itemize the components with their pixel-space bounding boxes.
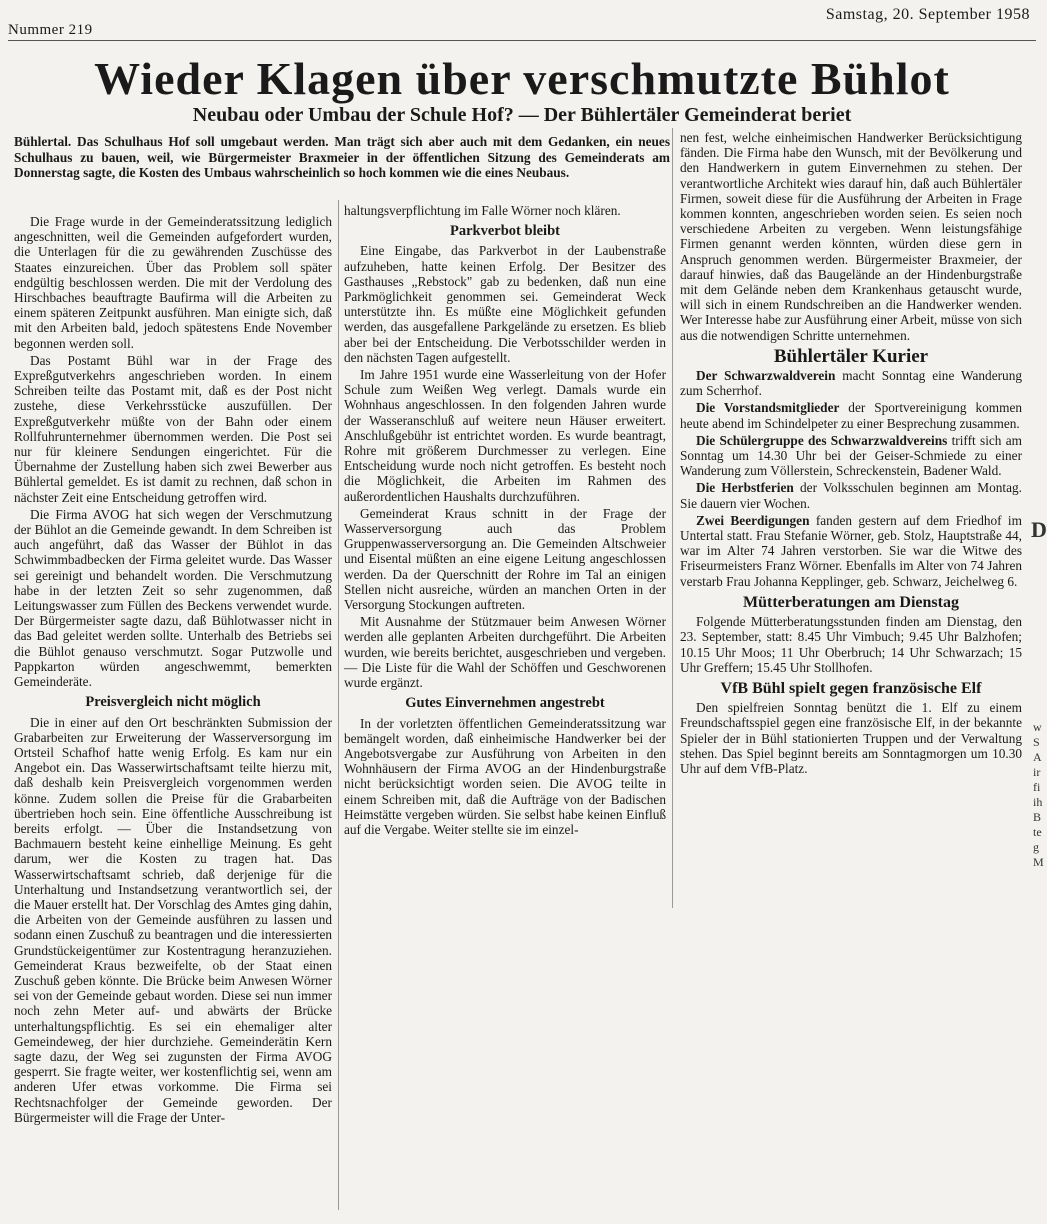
paragraph: Mit Ausnahme der Stützmauer beim Anwesen Wörner werden alle geplanten Arbeiten durchgeführt. Die Arbeiten wurden, wie bereits berichtet, ausgeschrieben und vergeben. — Die Liste für die Wahl der Schöffen und Geschworenen wurde ergänzt.	[344, 614, 666, 691]
kurier-item-lead: Der Schwarzwaldverein	[696, 368, 836, 384]
masthead-rule	[8, 40, 1036, 41]
kurier-item	[680, 368, 1022, 398]
paragraph: Folgende Mütterberatungsstunden finden am Dienstag, den 23. September, statt: 8.45 Uhr Vimbuch; 9.45 Uhr Balzhofen; 10.15 Uhr Moos; 11 Uhr Oberbruch; 14 Uhr Schwarzach; 15 Uhr Greffern; 15.45 Uhr Stollhofen.	[680, 614, 1022, 675]
kurier-item	[680, 513, 1022, 589]
paragraph: Die in einer auf den Ort beschränkten Submission der Grabarbeiten zur Erweiterung der Wasserversorgung im Ortsteil Schafhof hatte wenig Erfolg. Es kam nur ein Angebot ein. Das Wasserwirtschaftsamt teilte hierzu mit, daß deshalb kein Preisvergleich vorgenommen werden könne. Zudem sollen die Preise für die Grabarbeiten übertrieben hoch sein. Eine öffentliche Ausschreibung ist bereits erfolgt. — Über die Instandsetzung von Bachmauern besteht keine einhellige Meinung. Es geht darum, wer die Kosten zu tragen hat. Das Wasserwirtschaftsamt schrieb, daß derjenige für die Unterhaltung und Instandsetzung verantwortlich sei, der die Mauer erstellt hat. Der Vorschlag des Amtes ging dahin, die Arbeiten von der Gemeinde ausführen zu lassen und sodann einen Zuschuß zu beantragen und die interessierten Grundstückeigentümer zur Kostentragung heranzuziehen. Gemeinderat Kraus bezweifelte, ob der Staat einen Zuschuß geben könnte. Die Brücke beim Anwesen Wörner sei von der Gemeinde gebaut worden. Diese sei nun immer noch zehn Meter auf- und abwärts der Brücke unterhaltungspflichtig. Es sei ein ehemaliger alter Gemeindeweg, der hier durchziehe. Gemeinderätin Kern sagte dazu, der Weg sei zugunsten der Firma AVOG gesperrt. Sie fragte weiter, wer kostenflichtig sei, wenn am anderen Ufer etwas vorkomme. Die Firma sei Rechtsnachfolger der Gemeinde geworden. Der Bürgermeister will die Frage der Unter-	[14, 714, 332, 1125]
article-column-1	[14, 214, 332, 1127]
paragraph: nen fest, welche einheimischen Handwerker Berücksichtigung fänden. Die Firma habe den Wunsch, mit der Bevölkerung und den Handwerkern in gutem Einvernehmen zu stehen. Der verantwortliche Architekt wies darauf hin, daß auch Bühlertäler Firmen, soweit diese für die Ausführung der Arbeiten in Frage kommen konnten, angeschrieben worden seien. Es seien noch verschiedene Arbeiten zu vergeben. Wenn leistungsfähige Firmen genannt werden könnten, würden diese gern in Anspruch genommen werden. Bürgermeister Braxmeier, der darauf hinwies, daß das Baugelände an der Hindenburgstraße mit dem Gelände neben dem Krankenhaus getauscht wurde, will sich in einem Rundschreiben an die Handwerker wenden. Wer Interesse habe zur Ausführung einer Arbeit, müsse von sich aus die notwendigen Schritte unternehmen.	[680, 130, 1022, 343]
article-column-2	[344, 203, 666, 839]
column-divider	[672, 128, 673, 908]
paragraph: In der vorletzten öffentlichen Gemeinderatssitzung war bemängelt worden, daß einheimische Handwerker bei der Angebotsvergabe zur Ausführung von Arbeiten in den Wohnhäusern der Firma AVOG an der Hindenburgstraße nicht berücksichtigt worden seien. Die AVOG teilte in einem Schreiben mit, daß die Aufträge von der Badischen Heimstätte vergeben würden. Sie selbst habe keinen Einfluß auf die Vergabe. Weiter stellte sie im einzel-	[344, 715, 666, 837]
kurier-heading: Bühlertäler Kurier	[773, 345, 929, 367]
paragraph: Die Frage wurde in der Gemeinderatssitzung lediglich angeschnitten, weil die Gemeinden aufgefordert wurden, die Unterlagen für die zu gewährenden Zuschüsse des Staates einzureichen. Über das Problem soll später endgültig beschlossen werden. Die mit der Verdolung des Hirschbaches beauftragte Baufirma will die Arbeiten zu einem späteren Zeitpunkt ausführen. Man einigte sich, daß mit den Arbeiten bald, jedoch spätestens Ende November begonnen werden soll.	[14, 214, 332, 351]
subheadline: Neubau oder Umbau der Schule Hof? — Der Bühlertäler Gemeinderat beriet	[192, 104, 852, 126]
issue-date: Samstag, 20. September 1958	[825, 6, 1030, 23]
issue-number: Nummer 219	[8, 22, 93, 38]
column-divider	[338, 200, 339, 1210]
section-heading: Gutes Einvernehmen angestrebt	[405, 695, 605, 712]
paragraph: Im Jahre 1951 wurde eine Wasserleitung von der Hofer Schule zum Weißen Weg verlegt. Damals wurde ein Wohnhaus angeschlossen. In den folgenden Jahren wurde der Wasseranschluß auf weitere neun Häuser erweitert. Anschlußgebühr ist entrichtet worden. Es wurde beantragt, Rohre mit größerem Durchmesser zu verlegen. Eine Entscheidung wurde noch nicht getroffen. Es besteht noch die Möglichkeit, die Arbeiten im Rahmen des außerordentlichen Haushalts durchzuführen.	[344, 367, 666, 504]
section-heading: Preisvergleich nicht möglich	[85, 694, 261, 711]
kurier-item-text: der Sportvereinigung kommen heute abend im Schindelpeter zu einer Besprechung zusammen.	[680, 400, 1022, 431]
article-column-3	[680, 130, 1022, 778]
paragraph: Den spielfreien Sonntag benützt die 1. Elf zu einem Freundschaftsspiel gegen eine französische Elf, in der bekannte Spieler der in Bühl stationierten Truppen und der Verwaltung stehen. Das Spiel beginnt bereits am Sonntagmorgen um 10.30 Uhr auf dem VfB-Platz.	[680, 700, 1022, 776]
kurier-item-text: macht Sonntag eine Wanderung zum Scherrhof.	[680, 368, 1022, 399]
paragraph: Die Firma AVOG hat sich wegen der Verschmutzung der Bühlot an die Gemeinde gewandt. In dem Schreiben ist auch angeführt, daß das Wasser der Bühlot in das Schwimmbadbecken der Firma geleitet wurde. Das Wasser sei gereinigt und behandelt worden. Die Verschmutzung habe in der letzten Zeit so sehr zugenommen, daß Leitungswasser zum Füllen des Beckens verwendet wurde. Der Bürgermeister sagte dazu, daß Bühlotwasser nicht in das Bad geleitet werden sollte. Unterhalb des Betriebs sei die Bühlot genauso verschmutzt. Sogar Putzwolle und Pappkarton würden angeschwemmt, bemerkten Gemeinderäte.	[14, 506, 332, 690]
paragraph: haltungsverpflichtung im Falle Wörner noch klären.	[344, 203, 621, 218]
kurier-item	[680, 480, 1022, 510]
kurier-item	[680, 400, 1022, 430]
paragraph: Eine Eingabe, das Parkverbot in der Laubenstraße aufzuheben, hatte keinen Erfolg. Der Besitzer des Gasthauses „Rebstock" gab zu bedenken, daß nun eine Parkmöglichkeit genommen sei. Gemeinderat Weck unterstützte ihn. Es müßte eine Möglichkeit gefunden werden, das ausgefallene Parkgelände zu ersetzen. Es blieb aber bei der Entscheidung. Die Verbotsschilder werden in den nächsten Tagen aufgestellt.	[344, 243, 666, 365]
kurier-item-text: trifft sich am Sonntag um 14.30 Uhr bei der Geiser-Schmiede zu einer Wanderung zum Völlerstein, Schreckenstein, Badener Wald.	[680, 432, 1022, 479]
mutterberatung-heading: Mütterberatungen am Dienstag	[743, 593, 959, 611]
kurier-item-lead: Die Herbstferien	[696, 480, 794, 496]
kurier-item-lead: Die Vorstandsmitglieder	[696, 400, 840, 416]
vfb-heading: VfB Bühl spielt gegen französische Elf	[720, 679, 982, 697]
kurier-item-lead: Zwei Beerdigungen	[696, 512, 810, 528]
kurier-item-text: der Volksschulen beginnen am Montag. Sie dauern vier Wochen.	[680, 480, 1022, 511]
kurier-list	[680, 368, 1022, 589]
lead-paragraph: Bühlertal. Das Schulhaus Hof soll umgebaut werden. Man trägt sich aber auch mit dem Gedanken, ein neues Schulhaus zu bauen, weil, wie Bürgermeister Braxmeier in der öffentlichen Sitzung des Gemeinderats am Donnerstag sagte, die Kosten des Umbaus wahrscheinlich so hoch kommen wie die eines Neubaus.	[14, 134, 670, 180]
adjacent-column-fragment: D	[1031, 517, 1047, 542]
paragraph: Das Postamt Bühl war in der Frage des Expreßgutverkehrs angeschrieben worden. In einem Schreiben teilte das Postamt mit, daß es der Post nicht zustehe, diese Verkehrsstücke auszufüllen. Der Expreßgutverkehr müßte von der Bahn oder einem Rollfuhrunternehmer übernommen werden. Die Post sei nur für kleinere Sendungen eingerichtet. Für die Übernahme der Zustellung haben sich zwei Bewerber aus Bühlertal gemeldet. Es ist damit zu rechnen, daß schon in nächster Zeit eine Entscheidung getroffen wird.	[14, 352, 332, 505]
kurier-item	[680, 433, 1022, 479]
paragraph: Gemeinderat Kraus schnitt in der Frage der Wasserversorgung auch das Problem Gruppenwasserversorgung an. Die Gemeinden Altschweier und Eisental müßten an eine eigene Leitung angeschlossen werden. Da der Querschnitt der Rohre im Tal an einigen Stellen nicht ausreiche, würden an manchen Orten in der Versorgung Stockungen auftreten.	[344, 505, 666, 613]
kurier-item-lead: Die Schülergruppe des Schwarzwaldvereins	[696, 432, 948, 448]
adjacent-column-fragment: w S A ir fi ih B te g M	[1033, 720, 1044, 869]
kurier-item-text: fanden gestern auf dem Friedhof im Untertal statt. Frau Stefanie Wörner, geb. Stolz, Hauptstraße 44, war im Alter 74 Jahren verstorben. Sie war die Witwe des Friseurmeisters Franz Wörner. Ebenfalls im Alter von 74 Jahren verstarb Frau Johanna Kepplinger, geb. Schwarz, Jeichelweg 6.	[680, 512, 1022, 589]
section-heading: Parkverbot bleibt	[450, 223, 560, 240]
headline: Wieder Klagen über verschmutzte Bühlot	[94, 53, 950, 104]
